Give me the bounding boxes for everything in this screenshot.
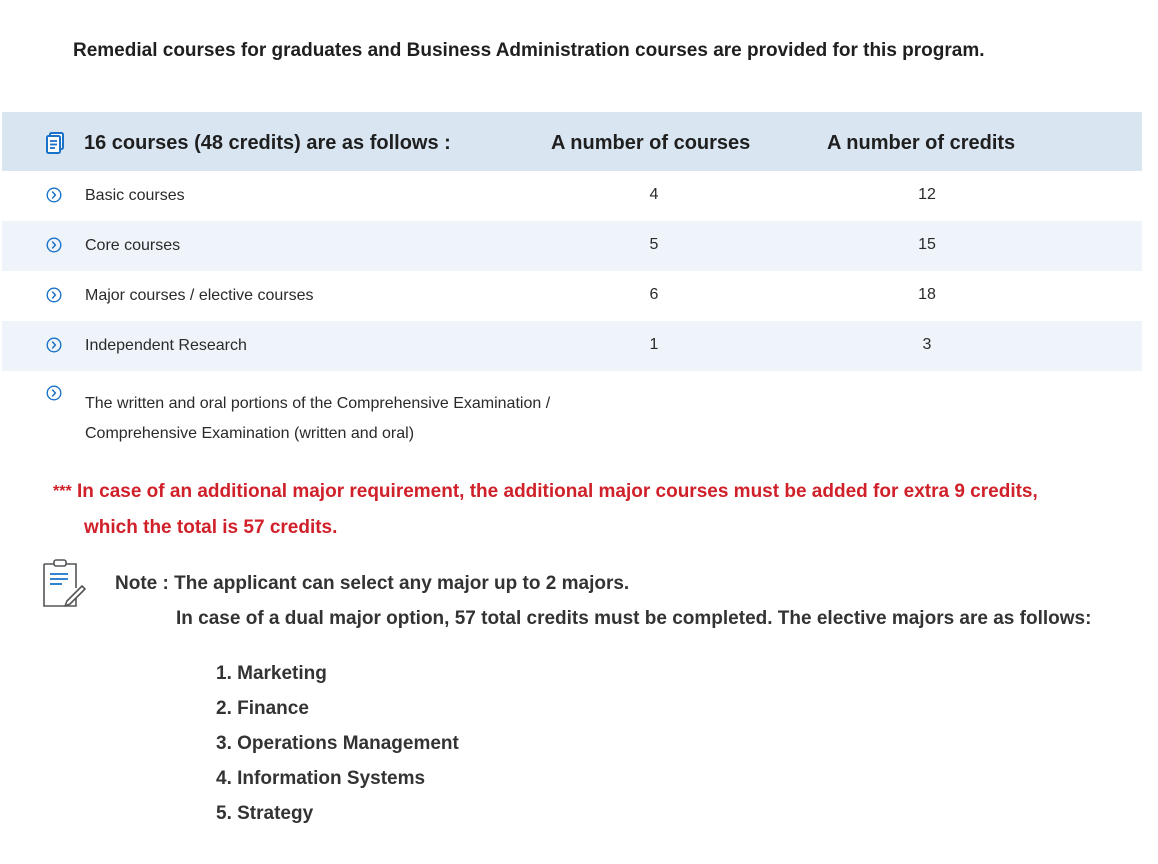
- row-credits: 3: [922, 336, 932, 353]
- table-row: [2, 221, 1142, 271]
- row-courses: 1: [649, 336, 659, 353]
- table-header-title: 16 courses (48 credits) are as follows :: [84, 132, 451, 154]
- requirement-line1: In case of an additional major requirement, the additional major courses must be added for extra 9 credits,: [76, 481, 1038, 502]
- clipboard-pencil-icon: [40, 558, 86, 610]
- intro-text: Remedial courses for graduates and Business Administration courses are provided for this program.: [73, 40, 985, 61]
- list-item: 4. Information Systems: [216, 768, 426, 789]
- row-label: Basic courses: [85, 187, 185, 204]
- requirement-stars: ***: [53, 483, 72, 500]
- list-item: 5. Strategy: [216, 803, 314, 824]
- table-header: [2, 112, 1142, 171]
- row-credits: 12: [918, 186, 936, 203]
- row-credits: 18: [918, 286, 936, 303]
- additional-major-requirement: [53, 474, 1113, 545]
- requirement-line2: which the total is 57 credits.: [84, 517, 338, 538]
- column-header-credits: A number of credits: [827, 132, 1016, 154]
- chevron-circle-right-icon: [46, 337, 62, 353]
- row-courses: 4: [649, 186, 659, 203]
- column-header-courses: A number of courses: [551, 132, 751, 154]
- course-table: [2, 112, 1142, 443]
- table-row: [2, 321, 1142, 371]
- list-item: 1. Marketing: [216, 663, 327, 684]
- list-item: 3. Operations Management: [216, 733, 459, 754]
- table-row: [2, 371, 1142, 443]
- row-credits: 15: [918, 236, 936, 253]
- table-row: [2, 171, 1142, 221]
- chevron-circle-right-icon: [46, 187, 62, 203]
- note-heading: Note : The applicant can select any major up to 2 majors.: [115, 573, 630, 594]
- table-row: [2, 271, 1142, 321]
- row-label: Independent Research: [85, 337, 247, 354]
- row-label: Core courses: [85, 237, 181, 254]
- majors-list: [216, 656, 459, 831]
- list-item: 2. Finance: [216, 698, 309, 719]
- row-courses: 6: [649, 286, 659, 303]
- chevron-circle-right-icon: [46, 287, 62, 303]
- chevron-circle-right-icon: [46, 385, 62, 401]
- row-label: Major courses / elective courses: [85, 287, 314, 304]
- document-list-icon: [46, 132, 66, 154]
- note-detail: In case of a dual major option, 57 total credits must be completed. The elective majors are as follows:: [176, 608, 1092, 629]
- row-courses: 5: [649, 236, 659, 253]
- chevron-circle-right-icon: [46, 237, 62, 253]
- row-label: The written and oral portions of the Comprehensive Examination / Comprehensive Examination (written and oral): [85, 395, 551, 442]
